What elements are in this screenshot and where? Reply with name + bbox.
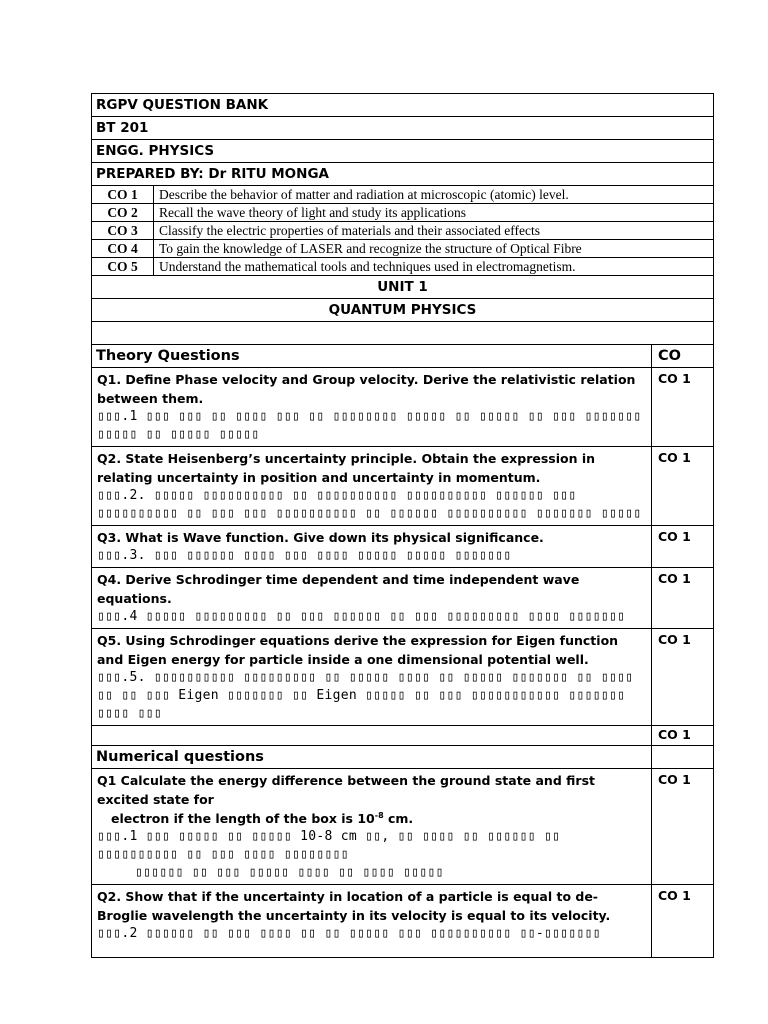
course-outcome-row <box>92 258 714 276</box>
course-outcome-code: CO 5 <box>92 258 154 276</box>
course-outcome-row <box>92 204 714 222</box>
theory-heading-row <box>92 345 714 368</box>
header-author-row <box>92 163 714 186</box>
question-text-english: Q4. Derive Schrodinger time dependent and time independent wave equations. <box>97 572 580 606</box>
question-cell <box>92 568 652 629</box>
trailing-co-row <box>92 726 714 746</box>
course-outcome-description: To gain the knowledge of LASER and recognize the structure of Optical Fibre <box>154 240 714 258</box>
question-text-hindi: ▯▯▯.3. ▯▯▯ ▯▯▯▯▯▯ ▯▯▯▯ ▯▯▯ ▯▯▯▯ ▯▯▯▯▯ ▯▯▯▯▯ ▯▯▯▯▯▯▯ <box>97 548 512 563</box>
question-row <box>92 447 714 526</box>
question-text-part: electron if the length of the box is 10 <box>111 811 375 826</box>
question-text-hindi: ▯▯▯.2. ▯▯▯▯▯ ▯▯▯▯▯▯▯▯▯▯ ▯▯ ▯▯▯▯▯▯▯▯▯▯ ▯▯▯▯▯▯▯▯▯▯ ▯▯▯▯▯▯ ▯▯▯ ▯▯▯▯▯▯▯▯▯▯ ▯▯ ▯▯▯ ▯▯▯ ▯▯▯▯▯▯▯▯▯▯ ▯▯ ▯▯▯▯▯▯ ▯▯▯▯▯▯▯▯▯▯ ▯▯▯▯▯▯▯ ▯▯▯▯▯ <box>97 488 642 521</box>
unit-name: QUANTUM PHYSICS <box>92 299 714 322</box>
theory-heading: Theory Questions <box>92 345 652 368</box>
trailing-co: CO 1 <box>652 726 714 746</box>
question-text-english: Q1 Calculate the energy difference between the ground state and first excited state for <box>97 773 595 807</box>
question-cell <box>92 769 652 885</box>
course-outcome-code: CO 3 <box>92 222 154 240</box>
unit-number: UNIT 1 <box>92 276 714 299</box>
question-cell <box>92 885 652 958</box>
question-row <box>92 629 714 726</box>
question-co: CO 1 <box>652 629 714 726</box>
question-text-english: Q2. State Heisenberg’s uncertainty principle. Obtain the expression in relating uncertainty in position and uncertainty in momentum. <box>97 451 596 485</box>
document-title: RGPV QUESTION BANK <box>92 94 714 117</box>
question-text-english: Q1. Define Phase velocity and Group velocity. Derive the relativistic relation between them. <box>97 372 636 406</box>
course-outcome-description: Describe the behavior of matter and radiation at microscopic (atomic) level. <box>154 186 714 204</box>
question-cell <box>92 526 652 568</box>
question-co: CO 1 <box>652 447 714 526</box>
question-text-hindi: ▯▯▯.4 ▯▯▯▯▯ ▯▯▯▯▯▯▯▯▯ ▯▯ ▯▯▯ ▯▯▯▯▯▯ ▯▯ ▯▯▯ ▯▯▯▯▯▯▯▯▯ ▯▯▯▯ ▯▯▯▯▯▯▯ <box>97 609 626 624</box>
course-outcome-description: Understand the mathematical tools and techniques used in electromagnetism. <box>154 258 714 276</box>
course-outcome-description: Classify the electric properties of materials and their associated effects <box>154 222 714 240</box>
empty-cell <box>92 322 714 345</box>
question-text-part: cm. <box>383 811 414 826</box>
question-text-hindi-continued: ▯▯▯▯▯▯ ▯▯ ▯▯▯ ▯▯▯▯▯ ▯▯▯▯ ▯▯ ▯▯▯▯ ▯▯▯▯▯ <box>135 865 444 880</box>
question-cell <box>92 629 652 726</box>
question-co: CO 1 <box>652 885 714 958</box>
spacer-row <box>92 322 714 345</box>
question-text-hindi: ▯▯▯.1 ▯▯▯ ▯▯▯ ▯▯ ▯▯▯▯ ▯▯▯ ▯▯ ▯▯▯▯▯▯▯▯ ▯▯▯▯▯ ▯▯ ▯▯▯▯▯ ▯▯ ▯▯▯ ▯▯▯▯▯▯▯ ▯▯▯▯▯ ▯▯ ▯▯▯▯▯ ▯▯▯▯▯ <box>97 409 642 442</box>
question-row <box>92 568 714 629</box>
numerical-heading: Numerical questions <box>92 746 652 769</box>
course-outcome-row <box>92 240 714 258</box>
question-co: CO 1 <box>652 526 714 568</box>
course-outcome-code: CO 2 <box>92 204 154 222</box>
question-cell <box>92 368 652 447</box>
course-outcome-code: CO 4 <box>92 240 154 258</box>
question-row <box>92 769 714 885</box>
empty-cell <box>652 746 714 769</box>
question-text-english: Q5. Using Schrodinger equations derive the expression for Eigen function and Eigen energy for particle inside a one dimensional potential well. <box>97 633 619 667</box>
unit-name-row <box>92 299 714 322</box>
unit-number-row <box>92 276 714 299</box>
subject-name: ENGG. PHYSICS <box>92 140 714 163</box>
question-text-hindi: ▯▯▯.2 ▯▯▯▯▯▯ ▯▯ ▯▯▯ ▯▯▯▯ ▯▯ ▯▯ ▯▯▯▯▯ ▯▯▯ ▯▯▯▯▯▯▯▯▯▯ ▯▯-▯▯▯▯▯▯▯ <box>97 926 601 941</box>
empty-cell <box>92 726 652 746</box>
co-column-heading: CO <box>652 345 714 368</box>
course-outcome-row <box>92 186 714 204</box>
header-subject-row <box>92 140 714 163</box>
question-text-hindi: ▯▯▯.1 ▯▯▯ ▯▯▯▯▯ ▯▯ ▯▯▯▯▯ 10-8 cm ▯▯, ▯▯ ▯▯▯▯ ▯▯ ▯▯▯▯▯▯ ▯▯ ▯▯▯▯▯▯▯▯▯▯ ▯▯ ▯▯▯ ▯▯▯▯ ▯▯▯▯▯▯▯▯ <box>97 829 561 862</box>
course-outcome-row <box>92 222 714 240</box>
prepared-by: PREPARED BY: Dr RITU MONGA <box>92 163 714 186</box>
question-bank-page <box>91 93 713 958</box>
question-co: CO 1 <box>652 368 714 447</box>
question-row <box>92 885 714 958</box>
course-outcome-description: Recall the wave theory of light and study its applications <box>154 204 714 222</box>
header-code-row <box>92 117 714 140</box>
numerical-heading-row <box>92 746 714 769</box>
question-text-english-continued <box>97 809 646 828</box>
question-text-english: Q2. Show that if the uncertainty in location of a particle is equal to de-Broglie wavelength the uncertainty in its velocity is equal to its velocity. <box>97 889 611 923</box>
course-code: BT 201 <box>92 117 714 140</box>
question-row <box>92 526 714 568</box>
question-text-english: Q3. What is Wave function. Give down its physical significance. <box>97 530 544 545</box>
course-outcome-code: CO 1 <box>92 186 154 204</box>
exponent: -8 <box>374 810 384 820</box>
question-co: CO 1 <box>652 568 714 629</box>
question-row <box>92 368 714 447</box>
question-text-hindi: ▯▯▯.5. ▯▯▯▯▯▯▯▯▯▯ ▯▯▯▯▯▯▯▯▯ ▯▯ ▯▯▯▯▯ ▯▯▯▯ ▯▯ ▯▯▯▯▯ ▯▯▯▯▯▯▯ ▯▯ ▯▯▯▯ ▯▯ ▯▯ ▯▯▯ Eigen ▯▯▯▯▯▯▯ ▯▯ Eigen ▯▯▯▯▯ ▯▯ ▯▯▯ ▯▯▯▯▯▯▯▯▯▯▯ ▯▯▯▯▯▯▯ ▯▯▯▯ ▯▯▯ <box>97 670 634 721</box>
question-cell <box>92 447 652 526</box>
header-title-row <box>92 94 714 117</box>
question-co: CO 1 <box>652 769 714 885</box>
question-bank-table <box>91 93 714 958</box>
